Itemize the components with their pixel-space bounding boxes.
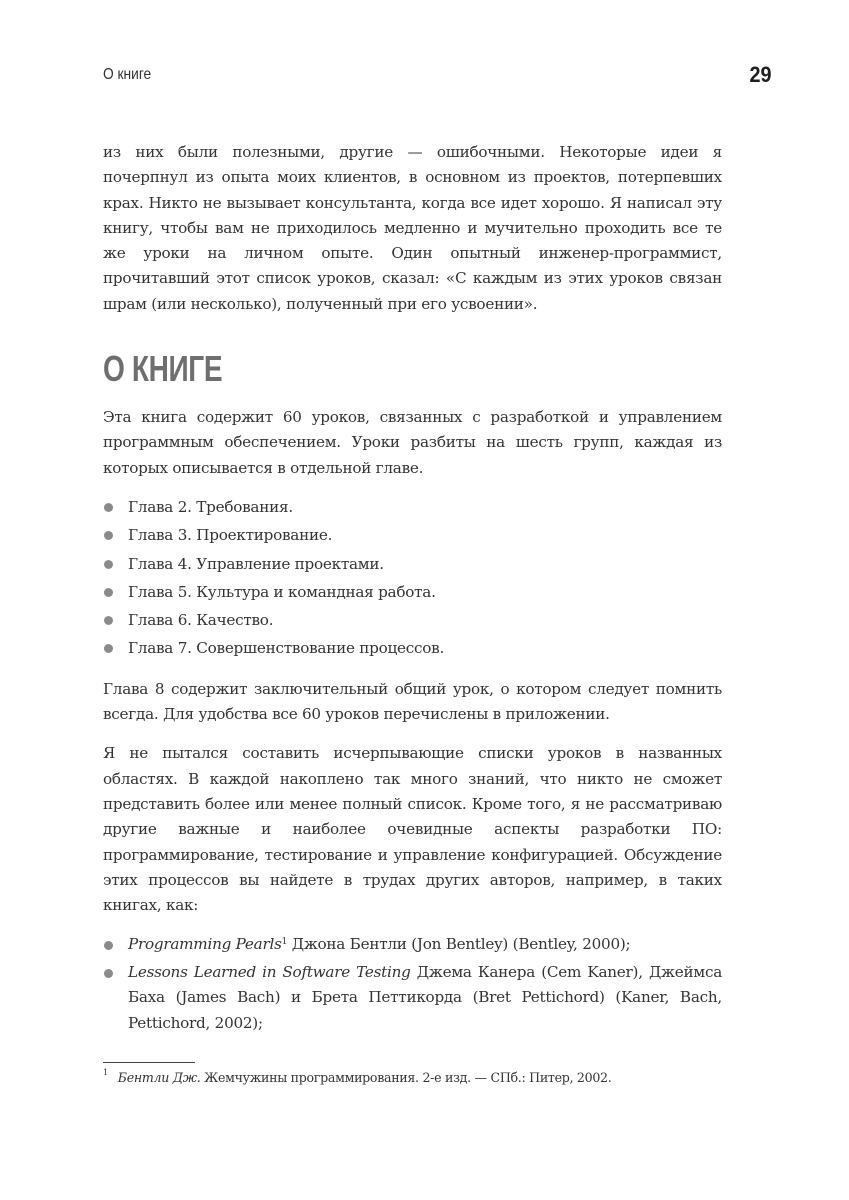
footnote-number: 1: [103, 1068, 108, 1077]
running-header-title: О книге: [103, 66, 152, 83]
bullet-icon: [104, 969, 113, 978]
list-item: [103, 960, 722, 1037]
bullet-icon: [104, 503, 113, 512]
reference-text: Джона Бентли (Jon Bentley) (Bentley, 2000);: [287, 935, 631, 954]
page-number: 29: [748, 62, 771, 87]
list-item: [103, 634, 722, 662]
chapter-label: Глава 4. Управление проектами.: [128, 554, 384, 573]
list-item: [103, 606, 722, 634]
book-title: Lessons Learned in Software Testing: [128, 962, 411, 981]
chapter-label: Глава 2. Требования.: [128, 497, 293, 516]
bullet-icon: [104, 941, 113, 950]
list-item: [103, 550, 722, 578]
list-item: [103, 932, 722, 958]
book-title: Programming Pearls: [128, 935, 282, 954]
section-paragraph-3: Я не пытался составить исчерпывающие списки уроков в названных областях. В каждой накоплено так много знаний, что никто не сможет представить более или менее полный список. Кроме того, я не рассматриваю другие важные и наиболее очевидные аспекты разработки ПО: программирование, тестирование и управление конфигурацией. Обсуждение этих процессов вы найдете в трудах других авторов, например, в таких книгах, как:: [103, 744, 722, 915]
reference-list: [103, 932, 722, 1036]
footnote-author: Бентли Дж.: [117, 1070, 201, 1085]
chapter-label: Глава 3. Проектирование.: [128, 526, 333, 545]
section-heading: О КНИГЕ: [103, 348, 223, 390]
bullet-icon: [104, 616, 113, 625]
list-item: [103, 493, 722, 521]
footnote: [103, 1070, 611, 1085]
footnote-divider: [103, 1062, 195, 1063]
list-item: [103, 578, 722, 606]
chapter-list: [103, 493, 722, 663]
section-paragraph-2: Глава 8 содержит заключительный общий урок, о котором следует помнить всегда. Для удобства все 60 уроков перечислены в приложении.: [103, 679, 722, 724]
footnote-mark[interactable]: 1: [281, 937, 288, 948]
section-paragraph-1: Эта книга содержит 60 уроков, связанных с разработкой и управлением программным обеспечением. Уроки разбиты на шесть групп, каждая из которых описывается в отдельной главе.: [103, 408, 722, 477]
chapter-label: Глава 6. Качество.: [128, 611, 274, 630]
footnote-text: Жемчужины программирования. 2-е изд. — СПб.: Питер, 2002.: [200, 1070, 612, 1085]
chapter-label: Глава 7. Совершенствование процессов.: [128, 639, 445, 658]
bullet-icon: [104, 560, 113, 569]
intro-paragraph: из них были полезными, другие — ошибочными. Некоторые идеи я почерпнул из опыта моих клиентов, в основном из проектов, потерпевших крах. Никто не вызывает консультанта, когда все идет хорошо. Я написал эту книгу, чтобы вам не приходилось медленно и мучительно проходить все те же уроки на личном опыте. Один опытный инженер-программист, прочитавший этот список уроков, сказал: «С каждым из этих уроков связан шрам (или несколько), полученный при его усвоении».: [103, 143, 722, 313]
reference-text: Джема Канера (Cem Kaner), Джеймса Баха (James Bach) и Брета Петтикорда (Bret Pettichord) (Kaner, Bach, Pettichord, 2002);: [128, 962, 722, 1032]
page-body: [103, 140, 722, 1038]
list-item: [103, 521, 722, 549]
bullet-icon: [104, 644, 113, 653]
chapter-label: Глава 5. Культура и командная работа.: [128, 582, 436, 601]
bullet-icon: [104, 531, 113, 540]
bullet-icon: [104, 588, 113, 597]
